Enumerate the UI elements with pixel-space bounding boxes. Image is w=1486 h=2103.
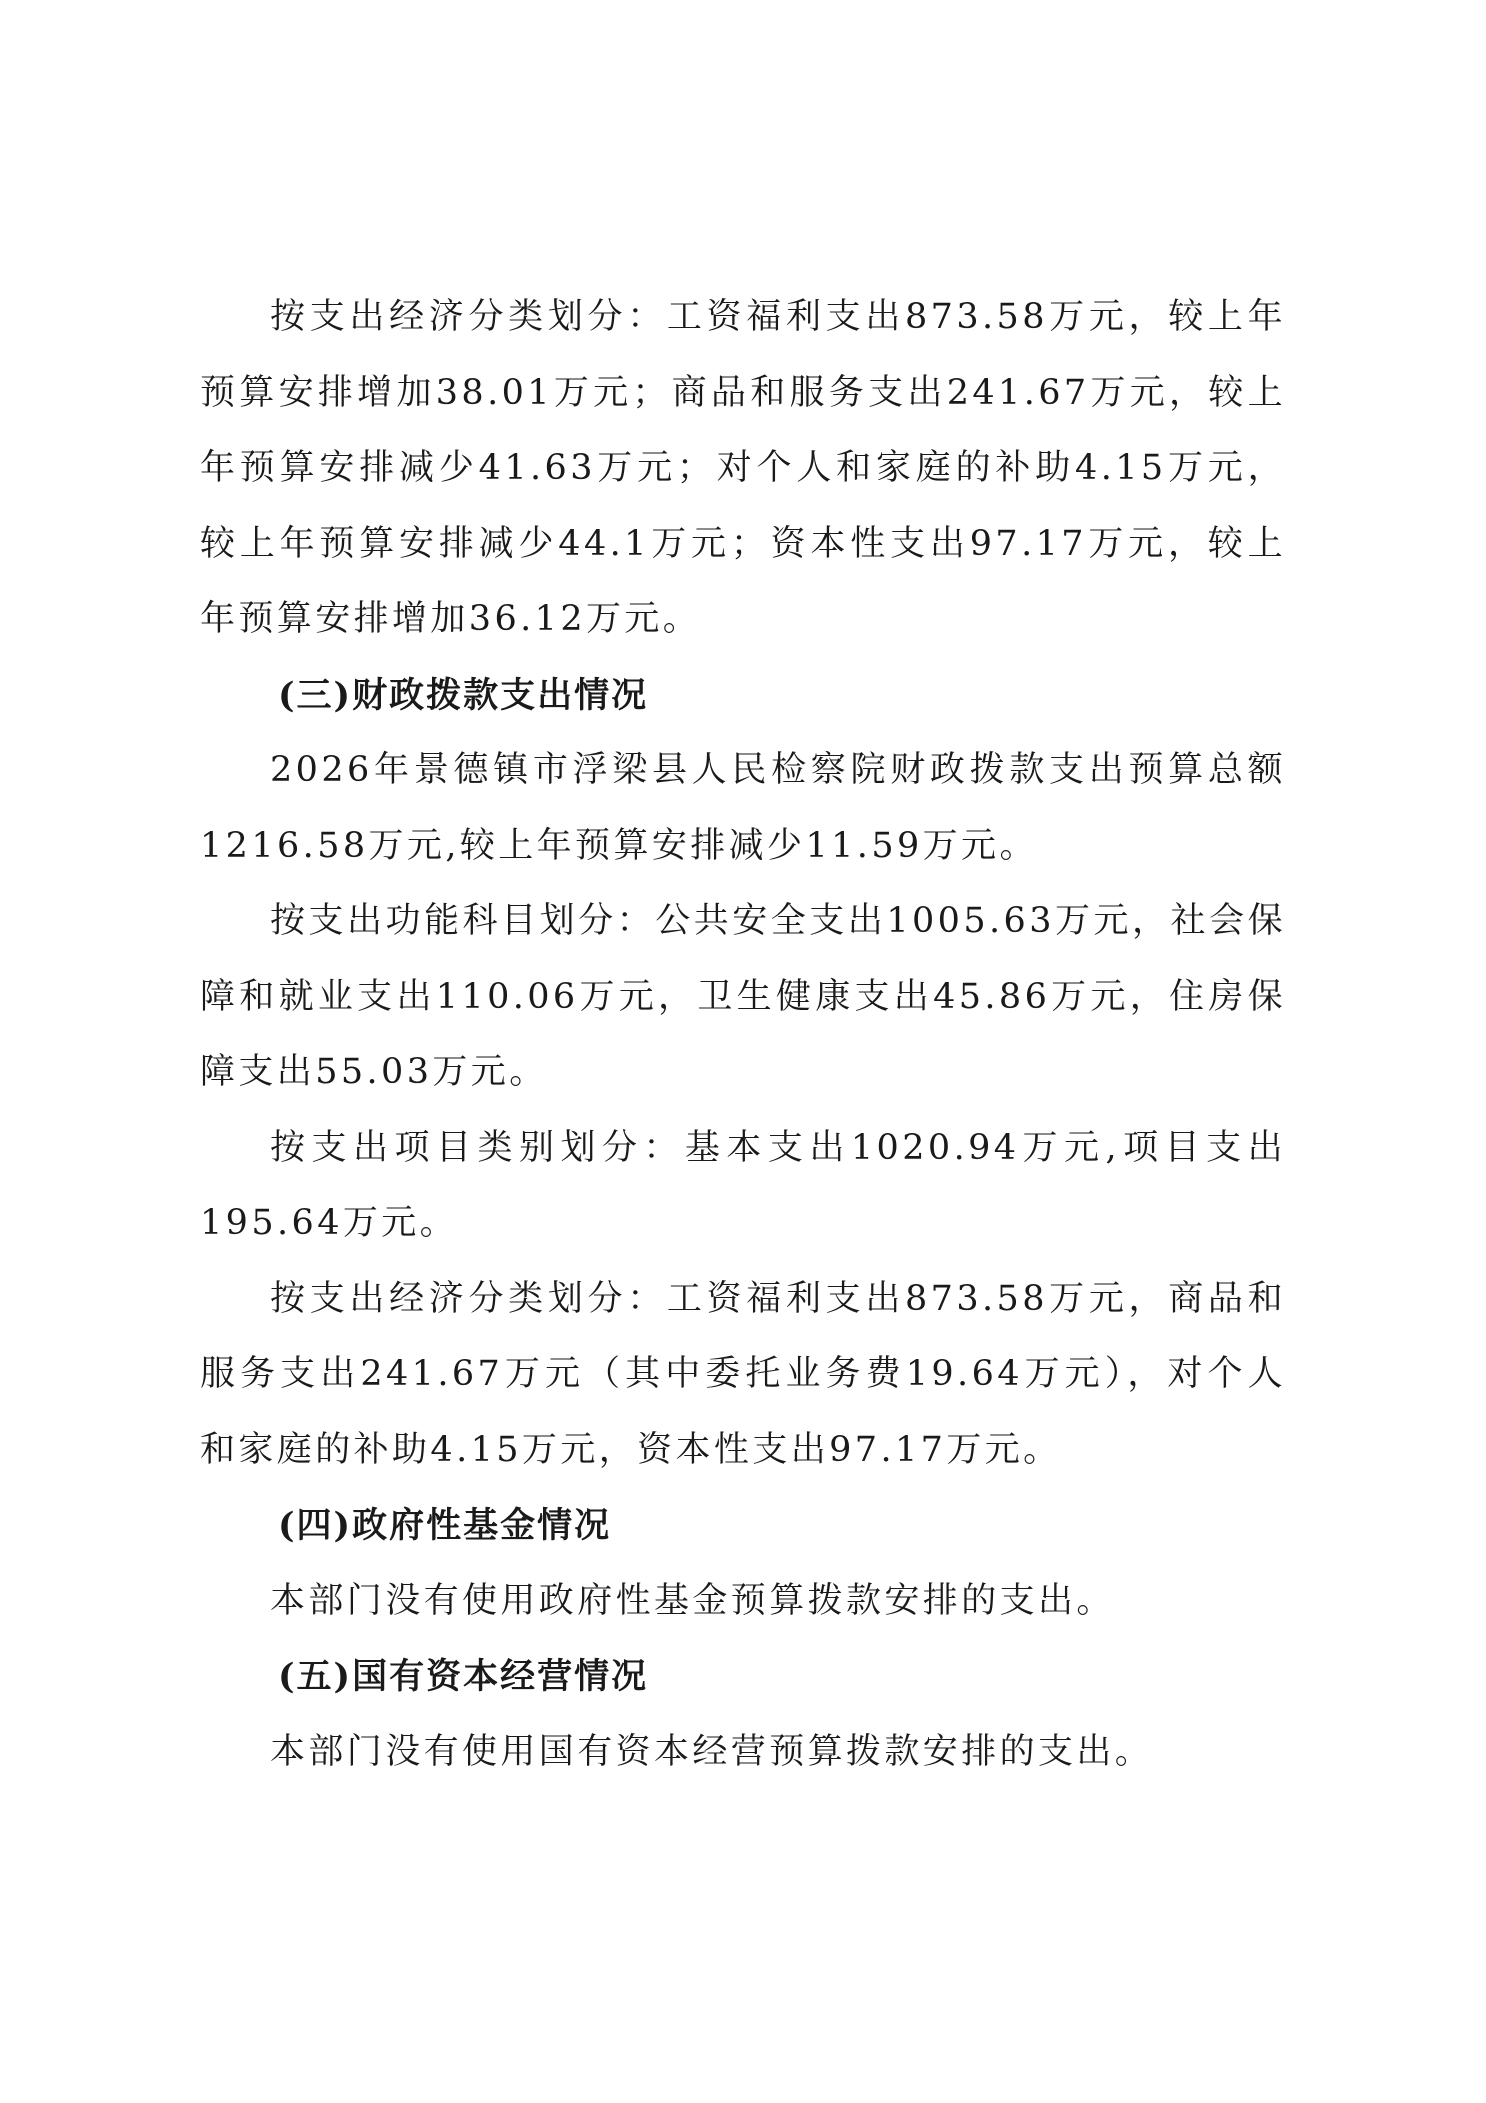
project-category-paragraph: 按支出项目类别划分：基本支出1020.94万元,项目支出195.64万元。 xyxy=(200,1127,1286,1243)
document-page xyxy=(200,280,1286,1790)
functional-classification-paragraph: 按支出功能科目划分：公共安全支出1005.63万元，社会保障和就业支出110.06万元，卫生健康支出45.86万元，住房保障支出55.03万元。 xyxy=(200,901,1286,1092)
section-heading-fiscal-expenditure: (三)财政拨款支出情况 xyxy=(278,674,649,716)
section-heading-state-capital: (五)国有资本经营情况 xyxy=(278,1656,649,1697)
section-heading-government-fund: (四)政府性基金情况 xyxy=(278,1505,612,1546)
fiscal-economic-classification-paragraph: 按支出经济分类划分：工资福利支出873.58万元，商品和服务支出241.67万元（其中委托业务费19.64万元），对个人和家庭的补助4.15万元，资本性支出97.17万元。 xyxy=(200,1278,1286,1470)
fiscal-total-paragraph: 2026年景德镇市浮梁县人民检察院财政拨款支出预算总额1216.58万元,较上年预算安排减少11.59万元。 xyxy=(200,750,1286,866)
economic-classification-paragraph: 按支出经济分类划分：工资福利支出873.58万元，较上年预算安排增加38.01万元；商品和服务支出241.67万元，较上年预算安排减少41.63万元；对个人和家庭的补助4.15万元，较上年预算安排减少44.1万元；资本性支出97.17万元，较上年预算安排增加36.12万元。 xyxy=(200,297,1286,639)
government-fund-paragraph: 本部门没有使用政府性基金预算拨款安排的支出。 xyxy=(270,1580,1115,1621)
state-capital-paragraph: 本部门没有使用国有资本经营预算拨款安排的支出。 xyxy=(270,1731,1154,1772)
